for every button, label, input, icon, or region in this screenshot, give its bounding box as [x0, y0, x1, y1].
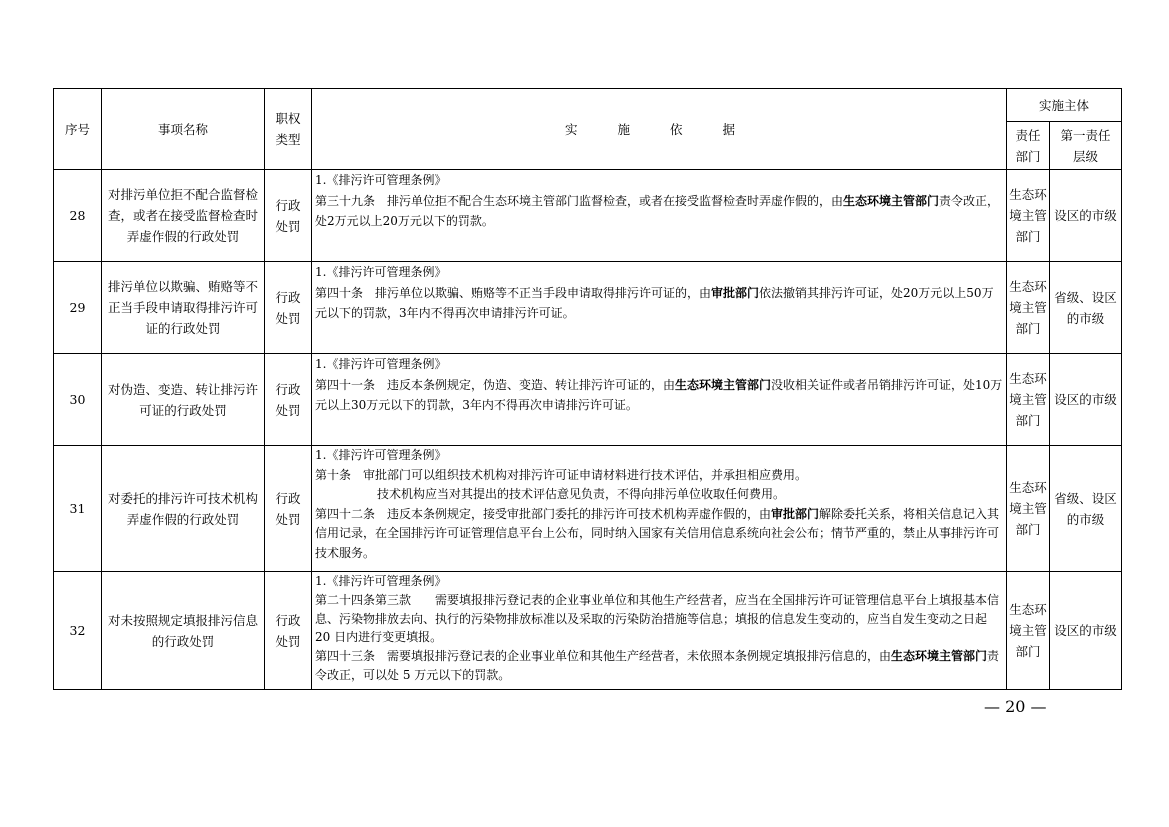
authority-type: 行政 处罚	[265, 446, 312, 572]
responsible-level: 设区的市级	[1050, 354, 1122, 446]
row-no: 32	[54, 572, 102, 690]
header-level: 第一责任 层级	[1050, 122, 1122, 170]
item-name: 对未按照规定填报排污信息的行政处罚	[102, 572, 265, 690]
legal-basis: 1.《排污许可管理条例》 第十条 审批部门可以组织技术机构对排污许可证申请材料进行技术评估，并承担相应费用。 技术机构应当对其提出的技术评估意见负责，不得向排污单位收取任何费用。 第四十二条 违反本条例规定，接受审批部门委托的排污许可技术机构弄虚作假的，由审批部门解除委托关系，将相关信息记入其信用记录，在全国排污许可证管理信息平台上公布，同时纳入国家有关信用信息系统向社会公布；情节严重的，禁止从事排污许可技术服务。	[312, 446, 1007, 572]
row-no: 29	[54, 262, 102, 354]
item-name: 排污单位以欺骗、贿赂等不正当手段申请取得排污许可证的行政处罚	[102, 262, 265, 354]
legal-basis: 1.《排污许可管理条例》 第三十九条 排污单位拒不配合生态环境主管部门监督检查，或者在接受监督检查时弄虚作假的，由生态环境主管部门责令改正，处2万元以上20万元以下的罚款。	[312, 170, 1007, 262]
responsible-dept: 生态环境主管部门	[1007, 354, 1050, 446]
responsible-dept: 生态环境主管部门	[1007, 170, 1050, 262]
table-row	[54, 446, 1122, 572]
responsible-level: 省级、设区的市级	[1050, 446, 1122, 572]
item-name: 对伪造、变造、转让排污许可证的行政处罚	[102, 354, 265, 446]
row-no: 30	[54, 354, 102, 446]
legal-basis: 1.《排污许可管理条例》 第四十条 排污单位以欺骗、贿赂等不正当手段申请取得排污许可证的，由审批部门依法撤销其排污许可证，处20万元以上50万元以下的罚款，3年内不得再次申请排污许可证。	[312, 262, 1007, 354]
table-row	[54, 170, 1122, 262]
responsible-dept: 生态环境主管部门	[1007, 262, 1050, 354]
authority-type: 行政 处罚	[265, 262, 312, 354]
responsible-level: 省级、设区的市级	[1050, 262, 1122, 354]
table-row	[54, 354, 1122, 446]
item-name: 对委托的排污许可技术机构弄虚作假的行政处罚	[102, 446, 265, 572]
header-dept: 责任 部门	[1007, 122, 1050, 170]
enforcement-table	[53, 88, 1122, 690]
legal-basis: 1.《排污许可管理条例》 第四十一条 违反本条例规定，伪造、变造、转让排污许可证的，由生态环境主管部门没收相关证件或者吊销排污许可证，处10万元以上30万元以下的罚款，3年内不得再次申请排污许可证。	[312, 354, 1007, 446]
header-subject: 实施主体	[1007, 89, 1122, 122]
page-number: — 20 —	[984, 697, 1047, 716]
legal-basis: 1.《排污许可管理条例》 第二十四条第三款 需要填报排污登记表的企业事业单位和其他生产经营者，应当在全国排污许可证管理信息平台上填报基本信息、污染物排放去向、执行的污染物排放标准以及采取的污染防治措施等信息；填报的信息发生变动的，应当自发生变动之日起 20 日内进行变更填报。 第四十三条 需要填报排污登记表的企业事业单位和其他生产经营者，未依照本条例规定填报排污信息的，由生态环境主管部门责令改正，可以处 5 万元以下的罚款。	[312, 572, 1007, 690]
header-basis: 实 施 依 据	[312, 89, 1007, 170]
table-row	[54, 572, 1122, 690]
header-no: 序号	[54, 89, 102, 170]
item-name: 对排污单位拒不配合监督检查，或者在接受监督检查时弄虚作假的行政处罚	[102, 170, 265, 262]
responsible-level: 设区的市级	[1050, 572, 1122, 690]
row-no: 31	[54, 446, 102, 572]
authority-type: 行政 处罚	[265, 572, 312, 690]
responsible-dept: 生态环境主管部门	[1007, 572, 1050, 690]
responsible-level: 设区的市级	[1050, 170, 1122, 262]
authority-type: 行政 处罚	[265, 354, 312, 446]
table-row	[54, 262, 1122, 354]
authority-type: 行政 处罚	[265, 170, 312, 262]
header-type: 职权 类型	[265, 89, 312, 170]
header-row	[54, 89, 1122, 122]
row-no: 28	[54, 170, 102, 262]
header-name: 事项名称	[102, 89, 265, 170]
responsible-dept: 生态环境主管部门	[1007, 446, 1050, 572]
